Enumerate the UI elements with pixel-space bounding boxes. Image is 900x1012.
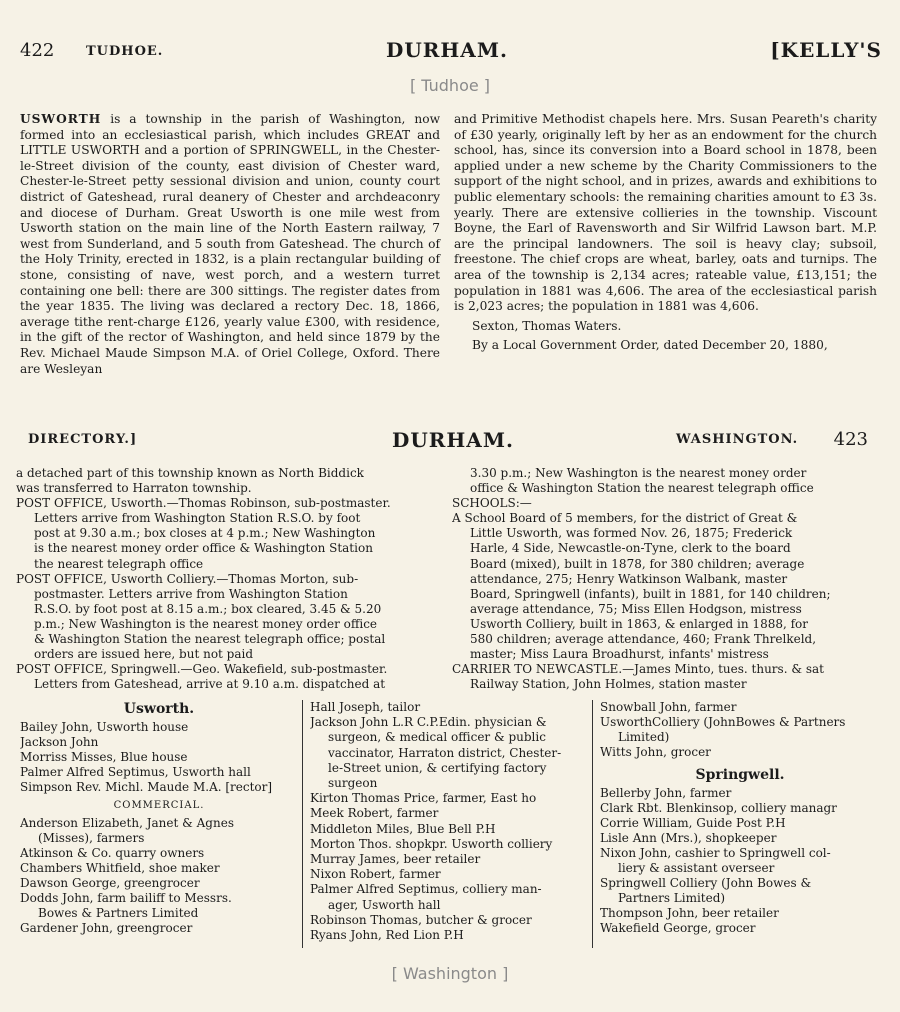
text-line: postmaster. Letters arrive from Washington Station: [34, 586, 348, 601]
text-line: Little Usworth, was formed Nov. 26, 1875; Frederick: [470, 526, 793, 541]
column-rule: [302, 700, 303, 948]
text-line: Railway Station, John Holmes, station master: [470, 677, 747, 692]
text-line: post at 9.30 a.m.; box closes at 4 p.m.; New Washington: [34, 526, 376, 541]
page-number: 423: [833, 429, 868, 450]
text-line: Usworth Colliery, built in 1863, & enlarged in 1888, for: [470, 616, 808, 631]
order-line: By a Local Government Order, dated December 20, 1880,: [472, 338, 828, 353]
directory-entry: UsworthColliery (JohnBowes & Partners: [600, 715, 846, 729]
directory-entry: Partners Limited): [618, 891, 726, 905]
directory-entry: (Misses), farmers: [38, 831, 145, 845]
text-line: office & Washington Station the nearest telegraph office: [470, 481, 814, 496]
text-line: a detached part of this township known as North Biddick: [16, 466, 364, 480]
directory-entry: surgeon, & medical officer & public: [328, 730, 546, 745]
text-line: p.m.; New Washington is the nearest money order office: [34, 616, 378, 631]
directory-entry: Nixon Robert, farmer: [310, 867, 441, 882]
paragraph-text: is a township in the parish of Washington, now formed into an ecclesiastical parish, which includes GREAT and LITTLE USWORTH and a portion of SPRINGWELL, in the Chester-le-Street division of the county, east division of Chester ward, Chester-le-Street petty sessional division and union, county court district of Gateshead, rural deanery of Chester and archdeaconry and diocese of Durham. Great Usworth is one mile west from Usworth station on the main line of the North Eastern railway, 7 west from Sunderland, and 5 south from Gateshead. The church of the Holy Trinity, erected in 1832, is a plain rectangular building of stone, consisting of nave, west porch, and a western turret containing one bell: there are 300 sittings. The register dates from the year 1835. The living was declared a rectory Dec. 18, 1866, average tithe rent-charge £126, yearly value £300, with residence, in the gift of the rector of Washington, and held since 1879 by the Rev. Michael Maude Simpson M.A. of Oriel College, Oxford. There are Wesleyan: [20, 112, 440, 376]
directory-entry: Witts John, grocer: [600, 745, 711, 759]
text-line: the nearest telegraph office: [34, 556, 204, 571]
directory-entry: Murray James, beer retailer: [310, 852, 481, 867]
text-line: orders are issued here, but not paid: [34, 647, 254, 662]
running-head-right: [KELLY'S: [770, 38, 882, 62]
running-head-center: DURHAM.: [386, 38, 508, 62]
directory-entry: Gardener John, greengrocer: [20, 921, 193, 935]
post-office-column: [16, 466, 444, 692]
directory-entry: vaccinator, Harraton district, Chester-: [328, 745, 562, 760]
directory-entry: Wakefield George, grocer: [600, 921, 756, 935]
text-line: POST OFFICE, Springwell.—Geo. Wakefield, sub-postmaster.: [16, 662, 388, 677]
directory-entry: Bowes & Partners Limited: [38, 906, 199, 920]
text-line: Board, Springwell (infants), built in 1881, for 140 children;: [470, 586, 831, 601]
directory-entry: Palmer Alfred Septimus, colliery man-: [310, 882, 542, 897]
directory-column-1: [20, 700, 298, 936]
text-line: A School Board of 5 members, for the district of Great &: [452, 511, 798, 526]
directory-entry: Middleton Miles, Blue Bell P.H: [310, 821, 496, 836]
image-caption-tudhoe: [ Tudhoe ]: [409, 76, 491, 95]
directory-entry: Morriss Misses, Blue house: [20, 750, 188, 764]
directory-entry: Dodds John, farm bailiff to Messrs.: [20, 891, 232, 905]
running-head-center: DURHAM.: [392, 428, 514, 452]
text-line: Letters arrive from Washington Station R.S.O. by foot: [34, 511, 361, 526]
directory-column-2: [310, 700, 588, 943]
directory-entry: Palmer Alfred Septimus, Usworth hall: [20, 765, 251, 779]
directory-entry: Atkinson & Co. quarry owners: [20, 846, 205, 860]
text-line: POST OFFICE, Usworth.—Thomas Robinson, sub-postmaster.: [16, 496, 391, 511]
directory-entry: Bailey John, Usworth house: [20, 720, 189, 734]
column-rule: [592, 700, 593, 948]
text-line: Letters from Gateshead, arrive at 9.10 a.m. dispatched at: [34, 677, 386, 692]
directory-entry: Anderson Elizabeth, Janet & Agnes: [20, 816, 234, 830]
text-line: SCHOOLS:—: [452, 496, 532, 511]
text-line: Harle, 4 Side, Newcastle-on-Tyne, clerk to the board: [470, 541, 791, 556]
directory-entry: Kirton Thomas Price, farmer, East ho: [310, 791, 537, 806]
directory-entry: Clark Rbt. Blenkinsop, colliery managr: [600, 801, 837, 815]
directory-entry: Snowball John, farmer: [600, 700, 737, 714]
directory-entry: Jackson John: [20, 735, 99, 749]
text-line: master; Miss Laura Broadhurst, infants' mistress: [470, 647, 769, 662]
directory-entry: Simpson Rev. Michl. Maude M.A. [rector]: [20, 780, 273, 794]
section-heading-springwell: Springwell.: [695, 768, 785, 783]
running-head-left: TUDHOE.: [86, 44, 164, 59]
column-usworth-left: [20, 112, 440, 377]
directory-entry: liery & assistant overseer: [618, 861, 775, 875]
sexton-line: Sexton, Thomas Waters.: [472, 318, 622, 333]
text-line: 3.30 p.m.; New Washington is the nearest money order: [470, 466, 807, 480]
section-heading-usworth: Usworth.: [123, 702, 195, 717]
text-line: average attendance, 75; Miss Ellen Hodgson, mistress: [470, 601, 802, 616]
directory-entry: Lisle Ann (Mrs.), shopkeeper: [600, 831, 777, 845]
page-number: 422: [20, 40, 55, 61]
directory-entry: Corrie William, Guide Post P.H: [600, 816, 786, 830]
image-caption-washington: [ Washington ]: [391, 964, 509, 983]
page-header-422: [20, 38, 882, 64]
text-line: is the nearest money order office & Washington Station: [34, 541, 373, 556]
column-usworth-right: [454, 112, 877, 354]
directory-entry: Ryans John, Red Lion P.H: [310, 928, 464, 943]
paragraph-usworth: [20, 112, 440, 377]
directory-entry: Nixon John, cashier to Springwell col-: [600, 846, 831, 860]
directory-entry: Robinson Thomas, butcher & grocer: [310, 912, 532, 927]
directory-entry: Jackson John L.R C.P.Edin. physician &: [310, 715, 547, 730]
text-line: R.S.O. by foot post at 8.15 a.m.; box cleared, 3.45 & 5.20: [34, 601, 382, 616]
text-line: attendance, 275; Henry Watkinson Walbank, master: [470, 571, 788, 586]
text-line: & Washington Station the nearest telegraph office; postal: [34, 632, 386, 647]
directory-column-3: [600, 700, 880, 936]
directory-entry: Springwell Colliery (John Bowes &: [600, 876, 812, 890]
directory-entry: Thompson John, beer retailer: [600, 906, 779, 920]
directory-entry: surgeon: [328, 776, 378, 791]
directory-entry: Bellerby John, farmer: [600, 786, 732, 800]
running-head-right: WASHINGTON.: [676, 432, 799, 447]
running-head-left: DIRECTORY.]: [28, 432, 138, 447]
directory-entry: Limited): [618, 730, 670, 744]
directory-entry: Hall Joseph, tailor: [310, 700, 421, 714]
text-line: POST OFFICE, Usworth Colliery.—Thomas Morton, sub-: [16, 571, 359, 586]
text-line: CARRIER TO NEWCASTLE.—James Minto, tues. thurs. & sat: [452, 662, 824, 677]
text-line: 580 children; average attendance, 460; Frank Threlkeld,: [470, 632, 817, 647]
commercial-heading: COMMERCIAL.: [113, 800, 205, 811]
directory-entry: Chambers Whitfield, shoe maker: [20, 861, 220, 875]
directory-entry: Meek Robert, farmer: [310, 806, 439, 821]
directory-entry: ager, Usworth hall: [328, 897, 441, 912]
directory-entry: le-Street union, & certifying factory: [328, 760, 547, 775]
entry-lead-usworth: USWORTH: [20, 112, 102, 126]
directory-entry: Dawson George, greengrocer: [20, 876, 200, 890]
paragraph-continued: and Primitive Methodist chapels here. Mrs. Susan Peareth's charity of £30 yearly, originally left by her as an endowment for the church school, has, since its conversion into a Board school in 1878, been applied under a new scheme by the Charity Commissioners to the support of the night school, and in prizes, awards and exhibitions to public elementary schools: the remaining charities amount to £3 3s. yearly. There are extensive collieries in the township. Viscount Boyne, the Earl of Ravensworth and Sir Wilfrid Lawson bart. M.P. are the principal landowners. The soil is heavy clay; subsoil, freestone. The chief crops are wheat, barley, oats and turnips. The area of the township is 2,134 acres; rateable value, £13,151; the population in 1881 was 4,606. The area of the ecclesiastical parish is 2,023 acres; the population in 1881 was 4,606.: [454, 112, 877, 314]
text-line: was transferred to Harraton township.: [16, 481, 252, 496]
directory-entry: Morton Thos. shopkpr. Usworth colliery: [310, 836, 553, 851]
text-line: Board (mixed), built in 1878, for 380 children; average: [470, 556, 805, 571]
schools-column: [452, 466, 882, 692]
page-header-423: [20, 428, 882, 454]
